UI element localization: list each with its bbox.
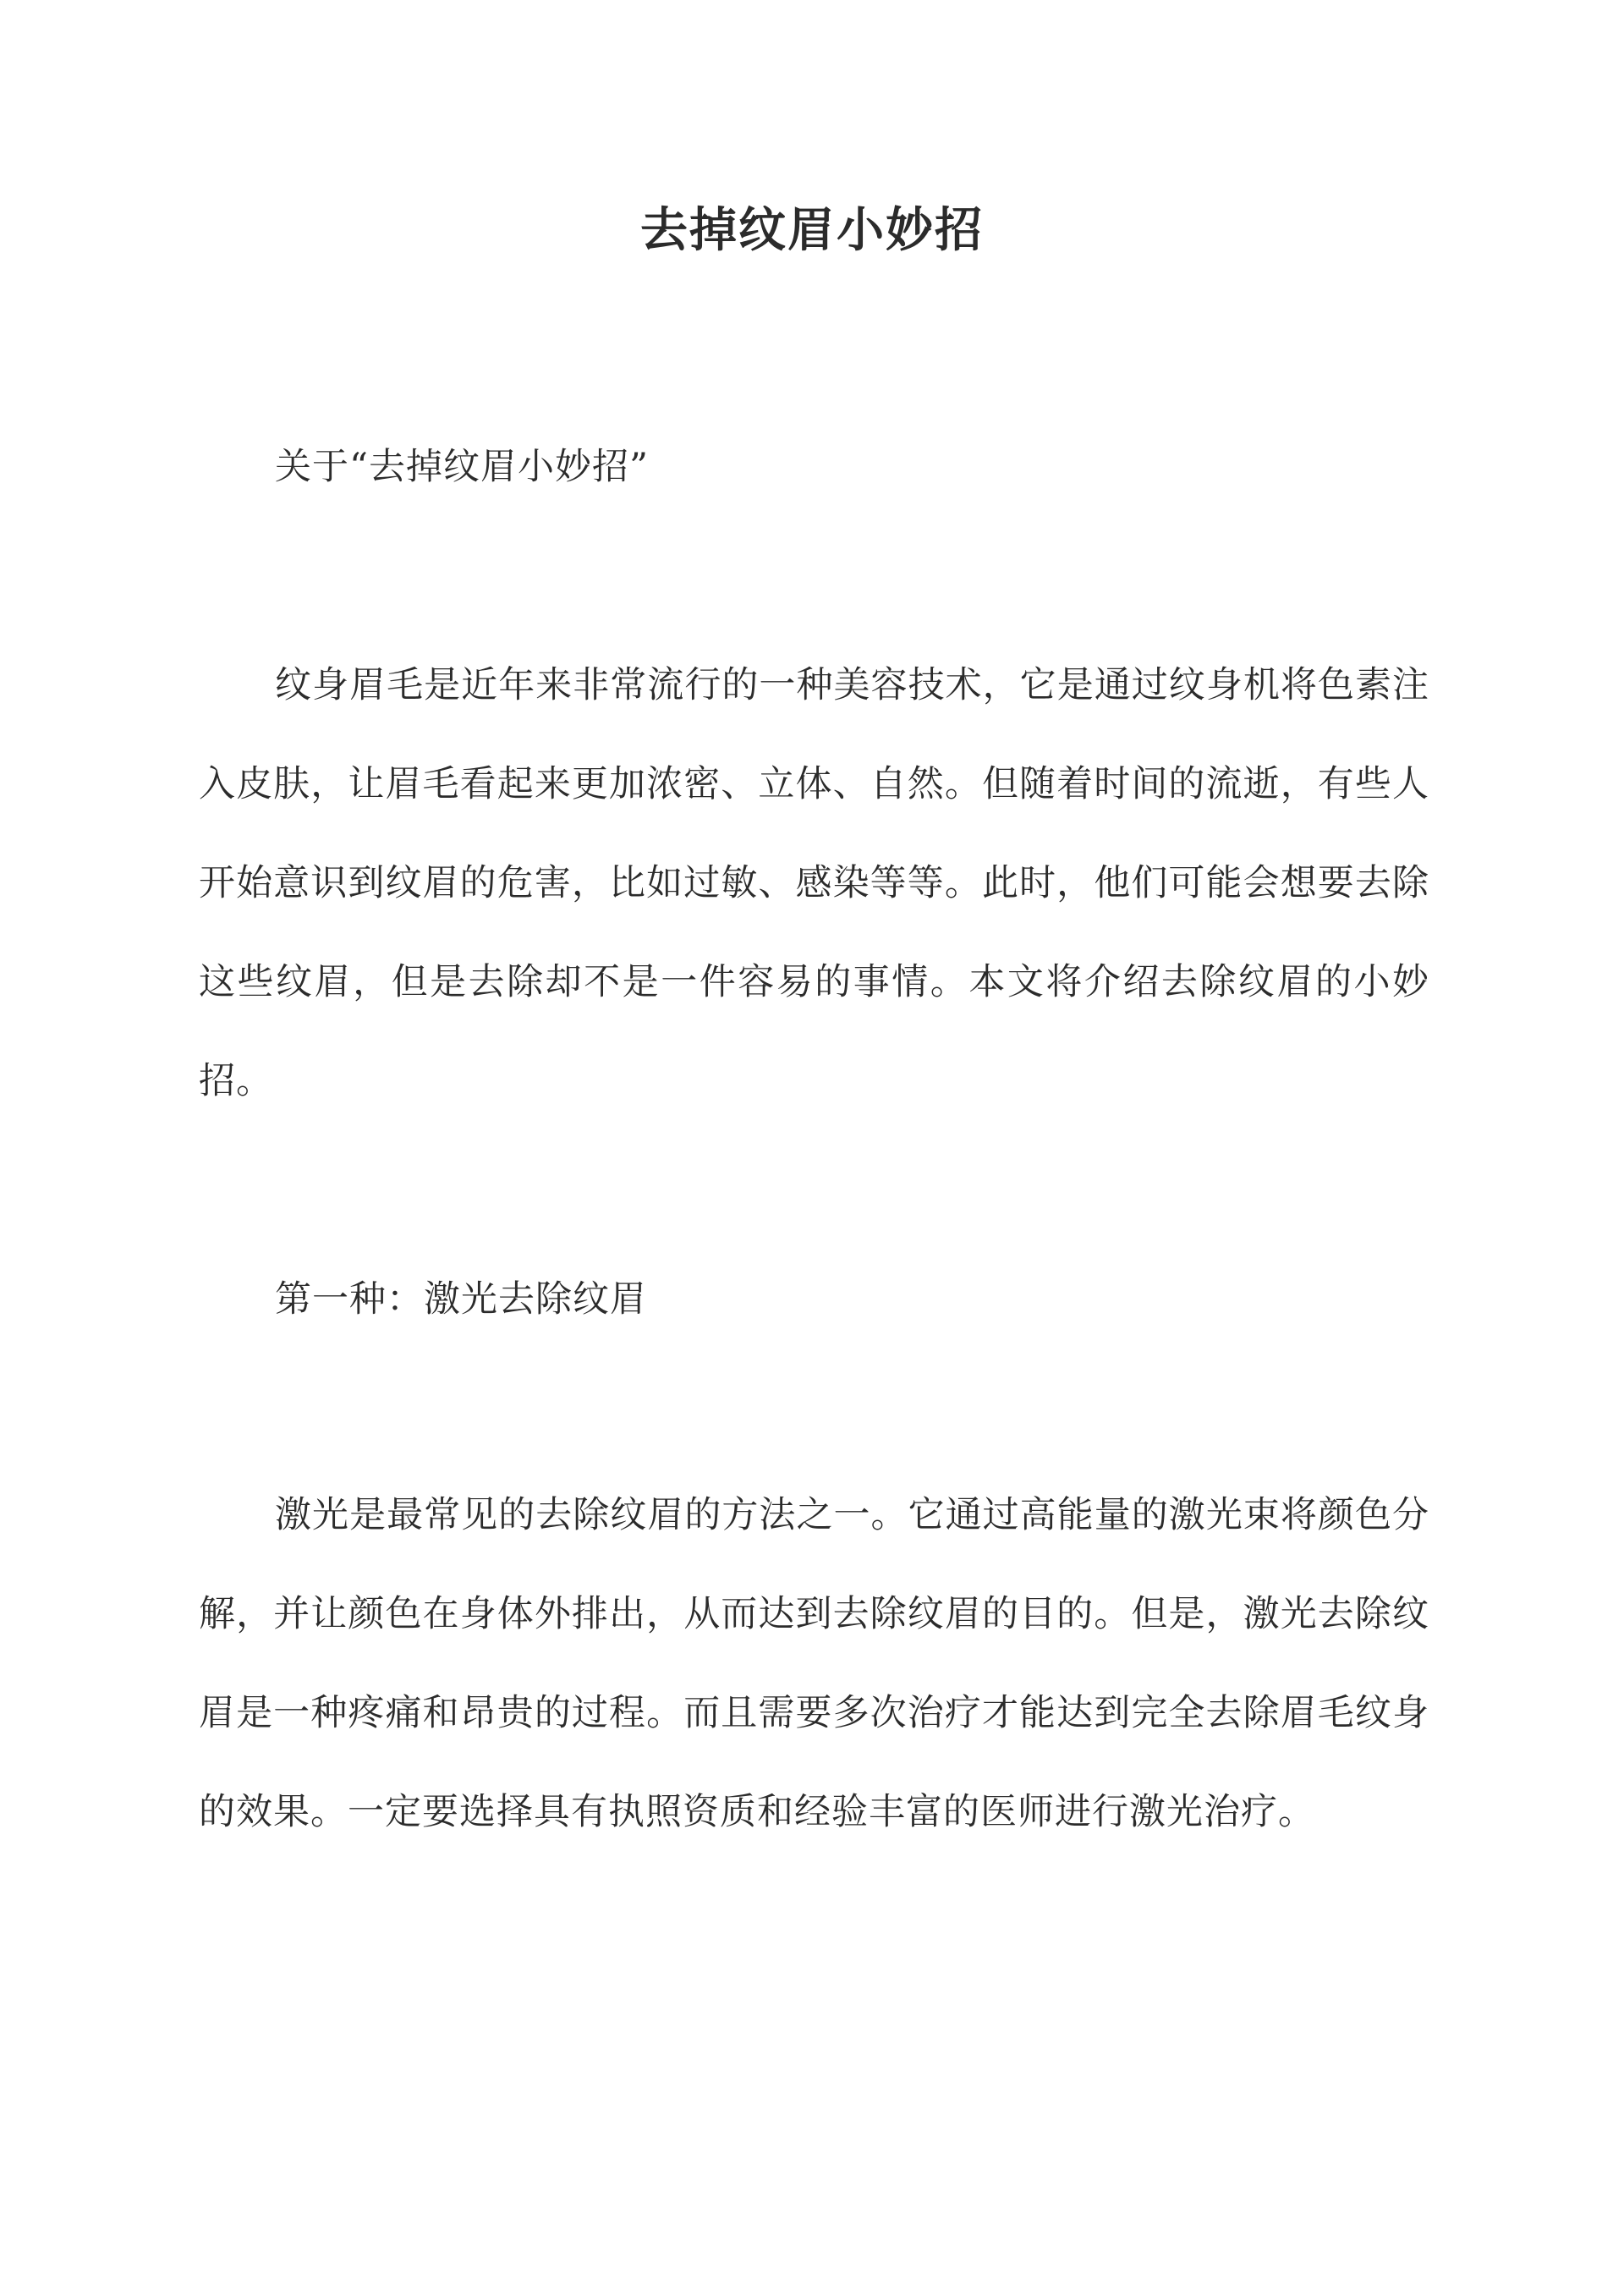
document-title: 去掉纹眉小妙招 bbox=[640, 202, 984, 258]
section-heading-laser: 第一种：激光去除纹眉 bbox=[275, 1278, 647, 1321]
paragraph-intro: 纹身眉毛是近年来非常流行的一种美容技术，它是通过纹身机将色素注入皮肤，让眉毛看起来更加浓密、立体、自然。但随着时间的流逝，有些人开始意识到纹眉的危害，比如过敏、感染等等。此时，他们可能会想要去除这些纹眉，但是去除却不是一件容易的事情。本文将介绍去除纹眉的小妙招。 bbox=[199, 664, 1429, 1102]
intro-heading: 关于“去掉纹眉小妙招” bbox=[275, 446, 649, 488]
paragraph-laser: 激光是最常见的去除纹眉的方法之一。它通过高能量的激光束将颜色分解，并让颜色在身体外排出，从而达到去除纹眉的目的。但是，激光去除纹眉是一种疼痛和昂贵的过程。而且需要多次治疗才能达到完全去除眉毛纹身的效果。一定要选择具有执照资质和经验丰富的医师进行激光治疗。 bbox=[199, 1494, 1429, 1833]
